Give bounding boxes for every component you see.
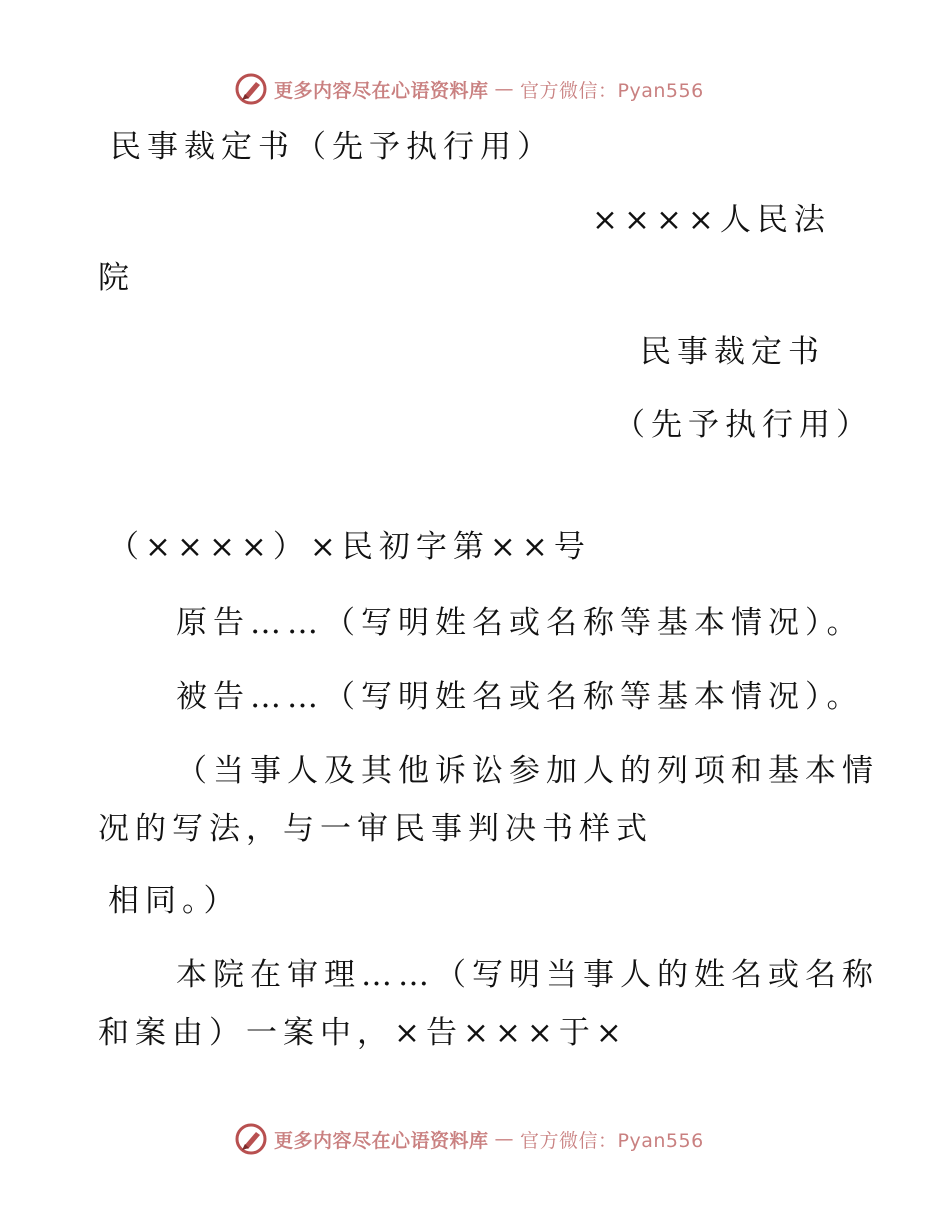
watermark-footer <box>234 1122 704 1156</box>
watermark-text: 更多内容尽在心语资料库 <box>274 1129 489 1152</box>
pen-logo-icon <box>234 1122 268 1156</box>
watermark-wechat: 官方微信：Pyan556 <box>520 1129 704 1152</box>
body-line-1: 本院在审理……（写明当事人的姓名或名称 <box>176 957 879 993</box>
watermark-separator: — <box>494 78 515 100</box>
note-line-1: （当事人及其他诉讼参加人的列项和基本情 <box>176 753 879 789</box>
plaintiff-line: 原告……（写明姓名或名称等基本情况）。 <box>176 605 864 641</box>
document-heading: 民事裁定书（先予执行用） <box>110 129 554 165</box>
watermark-header <box>234 72 704 106</box>
note-line-3: 相同。） <box>108 883 241 919</box>
document-subtitle: （先予执行用） <box>614 407 873 443</box>
case-number: （××××）×民初字第××号 <box>108 529 591 565</box>
watermark-text: 更多内容尽在心语资料库 <box>274 79 489 102</box>
pen-logo-icon <box>234 72 268 106</box>
note-line-2: 况的写法，与一审民事判决书样式 <box>98 811 653 847</box>
court-name-line2: 院 <box>98 260 135 296</box>
body-line-2: 和案由）一案中，×告×××于× <box>98 1015 628 1051</box>
document-title: 民事裁定书 <box>640 334 825 370</box>
court-name-line1: ××××人民法 <box>592 202 831 238</box>
watermark-separator: — <box>494 1128 515 1150</box>
watermark-wechat: 官方微信：Pyan556 <box>520 79 704 102</box>
defendant-line: 被告……（写明姓名或名称等基本情况）。 <box>176 679 864 715</box>
